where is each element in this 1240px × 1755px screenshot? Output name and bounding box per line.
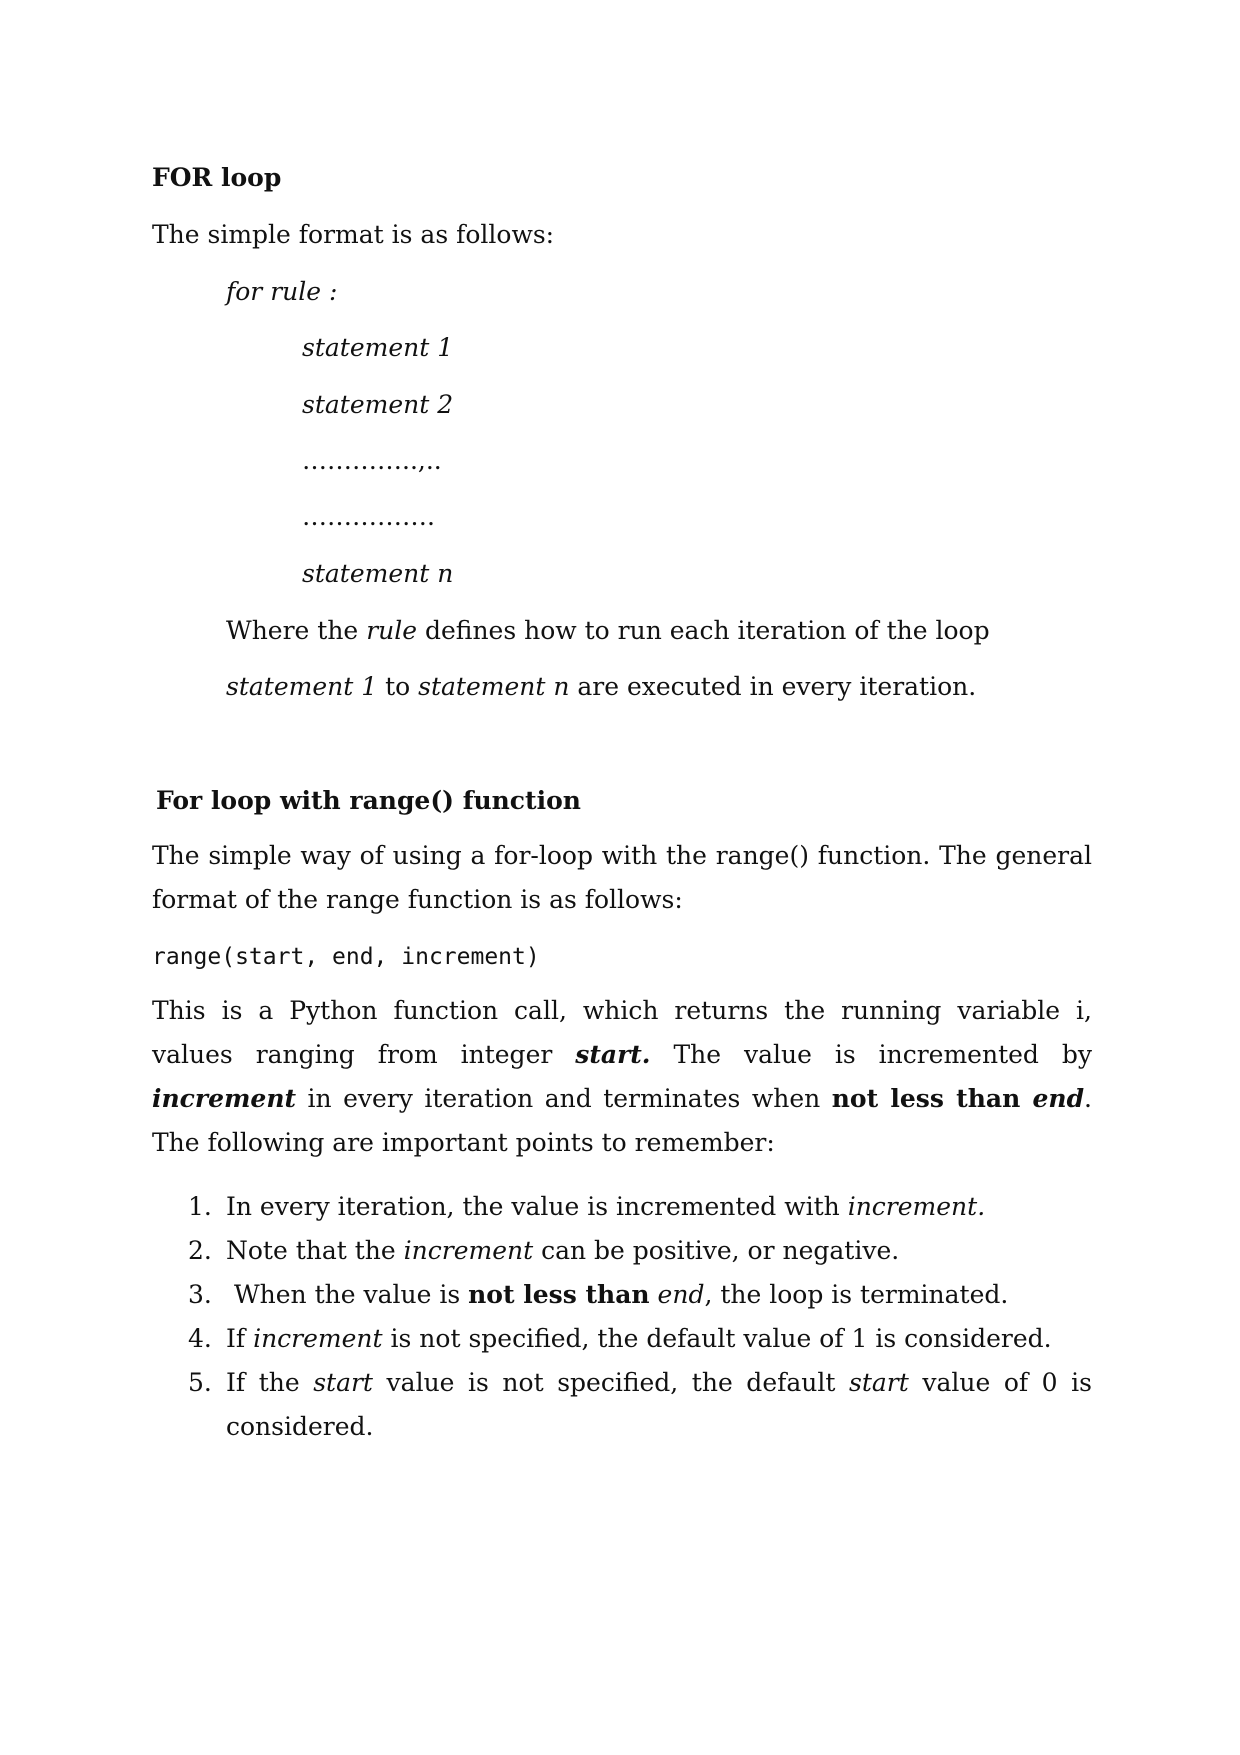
statement-n-term: statement n (418, 672, 570, 701)
list-item-text: is not specified, the default value of 1 is considered. (382, 1324, 1052, 1353)
list-item-term: increment (403, 1236, 534, 1265)
list-item-number: 3. (188, 1280, 212, 1309)
section-title-range: For loop with range() function (156, 786, 581, 815)
points-list (188, 1185, 1092, 1449)
range-code-snippet: range(start, end, increment) (152, 944, 540, 970)
list-item-text: value of 0 is considered. (226, 1368, 1092, 1441)
start-term: start. (575, 1040, 651, 1069)
list-item-term: increment. (847, 1192, 986, 1221)
rule-explanation-part: defines how to run each iteration of the loop (417, 616, 990, 645)
list-item-text: When the value is (226, 1280, 469, 1309)
rule-term: rule (366, 616, 418, 645)
syntax-dots-1: …………..,.. (302, 446, 442, 475)
list-item-term: increment (253, 1324, 383, 1353)
rule-explanation-part: Where the (226, 616, 367, 645)
syntax-statement-1: statement 1 (302, 333, 454, 362)
para-text: . The following are important points to remember: (152, 1084, 1092, 1157)
list-item-term: start (848, 1368, 909, 1397)
para-text: in every iteration and terminates when (296, 1084, 832, 1113)
list-item (188, 1229, 1092, 1273)
list-item-text: In every iteration, the value is incremented with (226, 1192, 848, 1221)
not-less-than-term: not less than (831, 1084, 1033, 1113)
list-item (188, 1317, 1092, 1361)
list-item-text: can be positive, or negative. (533, 1236, 900, 1265)
list-item-term: start (313, 1368, 373, 1397)
list-item-number: 1. (188, 1192, 212, 1221)
list-item (188, 1273, 1092, 1317)
list-item-text: If the (226, 1368, 314, 1397)
list-item-number: 4. (188, 1324, 212, 1353)
section-title-for-loop: FOR loop (152, 163, 282, 192)
statement-1-term: statement 1 (226, 672, 378, 701)
range-intro-paragraph: The simple way of using a for-loop with the range() function. The general format of the range function is as follows: (152, 841, 1092, 914)
syntax-head: for rule : (226, 277, 338, 306)
increment-term: increment (152, 1084, 297, 1113)
statement-explanation (226, 672, 976, 701)
list-item-text: Note that the (226, 1236, 404, 1265)
list-item-text: If (226, 1324, 254, 1353)
statement-explanation-part: are executed in every iteration. (569, 672, 977, 701)
syntax-statement-2: statement 2 (302, 390, 454, 419)
list-item-text: , the loop is terminated. (704, 1280, 1009, 1309)
rule-explanation (226, 616, 990, 645)
statement-explanation-part: to (377, 672, 419, 701)
range-explanation-paragraph (152, 989, 1092, 1165)
list-item-text: value is not specified, the default (372, 1368, 849, 1397)
list-item-term: end (657, 1280, 705, 1309)
list-item-number: 5. (188, 1368, 212, 1397)
list-item (188, 1361, 1092, 1449)
para-text: This is a Python function call, which returns the running variable i, values ranging from integer (152, 996, 1092, 1069)
intro-text: The simple format is as follows: (152, 220, 555, 249)
end-term: end (1032, 1084, 1085, 1113)
list-item-term: not less than (468, 1280, 650, 1309)
list-item (188, 1185, 1092, 1229)
syntax-dots-2: ……………. (302, 502, 435, 531)
syntax-statement-n: statement n (302, 559, 454, 588)
list-item-number: 2. (188, 1236, 212, 1265)
list-item-text (650, 1280, 658, 1309)
para-text: The value is incremented by (650, 1040, 1093, 1069)
